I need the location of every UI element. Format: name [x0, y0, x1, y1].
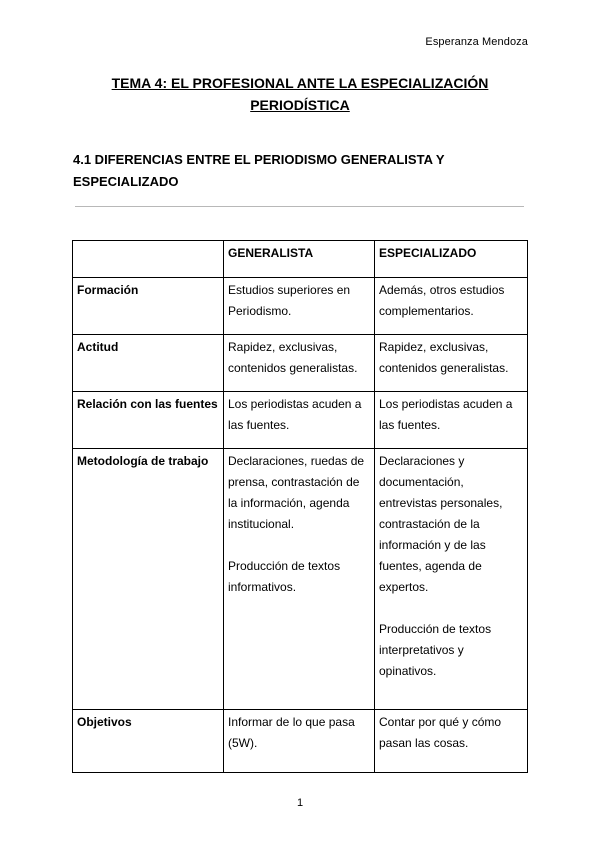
cell-especializado-relacion-fuentes: Los periodistas acuden a las fuentes.: [375, 392, 528, 449]
row-label-formacion: Formación: [73, 278, 224, 335]
cell-generalista-relacion-fuentes: Los periodistas acuden a las fuentes.: [224, 392, 375, 449]
table-row: [73, 449, 528, 710]
cell-generalista-metodologia: Declaraciones, ruedas de prensa, contrastación de la información, agenda institucional. Producción de textos informativos.: [224, 449, 375, 710]
page-number: 1: [296, 797, 304, 809]
comparison-table: [72, 240, 528, 773]
row-label-objetivos: Objetivos: [73, 710, 224, 773]
cell-generalista-formacion: Estudios superiores en Periodismo.: [224, 278, 375, 335]
table-header-row: [73, 241, 528, 278]
table-row: [73, 278, 528, 335]
table-row: [73, 710, 528, 773]
row-label-relacion-fuentes: Relación con las fuentes: [73, 392, 224, 449]
section-heading: 4.1 DIFERENCIAS ENTRE EL PERIODISMO GENERALISTA Y ESPECIALIZADO: [73, 152, 445, 189]
page-title: TEMA 4: EL PROFESIONAL ANTE LA ESPECIALIZACIÓN PERIODÍSTICA: [111, 75, 489, 113]
column-header-empty: [73, 241, 224, 278]
cell-especializado-formacion: Además, otros estudios complementarios.: [375, 278, 528, 335]
cell-generalista-actitud: Rapidez, exclusivas, contenidos generalistas.: [224, 335, 375, 392]
cell-generalista-objetivos: Informar de lo que pasa (5W).: [224, 710, 375, 773]
author-name: Esperanza Mendoza: [425, 36, 528, 48]
row-label-actitud: Actitud: [73, 335, 224, 392]
column-header-generalista: GENERALISTA: [224, 241, 375, 278]
column-header-especializado: ESPECIALIZADO: [375, 241, 528, 278]
horizontal-divider: [75, 206, 524, 207]
row-label-metodologia: Metodología de trabajo: [73, 449, 224, 710]
table-row: [73, 335, 528, 392]
cell-especializado-actitud: Rapidez, exclusivas, contenidos generalistas.: [375, 335, 528, 392]
cell-especializado-objetivos: Contar por qué y cómo pasan las cosas.: [375, 710, 528, 773]
table-row: [73, 392, 528, 449]
cell-especializado-metodologia: Declaraciones y documentación, entrevistas personales, contrastación de la información y de las fuentes, agenda de expertos. Producción de textos interpretativos y opinativos.: [375, 449, 528, 710]
